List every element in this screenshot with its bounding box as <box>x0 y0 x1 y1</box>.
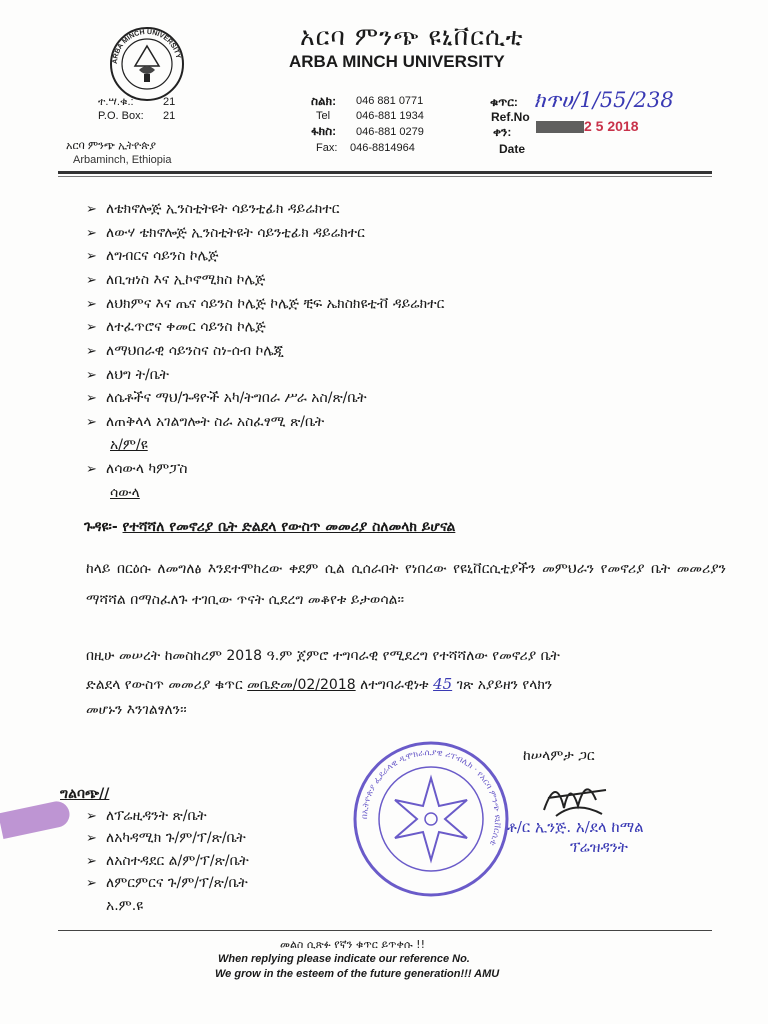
arrow-right-outline-icon: ➢ <box>86 319 97 335</box>
po-box-amharic-value: 21 <box>163 96 176 108</box>
arrow-right-outline-icon: ➢ <box>86 248 97 264</box>
arrow-right-outline-icon: ➢ <box>86 225 97 241</box>
footer-amharic: መልስ ሲጽፉ የኛን ቁጥር ይጥቀሱ !! <box>280 938 426 951</box>
stamp-ring-text: በኢትዮጵያ ፌደራላዊ ዲሞክራሲያዊ ሪፐብሊክ · የአርባ ምንጭ ዩኒቨርሲቲ <box>359 747 503 847</box>
po-box-value: 21 <box>163 110 176 122</box>
recipient-item: ➢ ለጠቅላላ አገልግሎት ስራ አስፈፃሚ ጽ/ቤት <box>86 414 325 430</box>
phone-1: 046 881 0771 <box>356 95 424 107</box>
header-divider <box>58 171 712 174</box>
highlighter-mark <box>0 799 72 839</box>
para2-text-b: ለተግባራዊነቱ <box>360 677 429 693</box>
ref-amharic-label: ቁጥር: <box>490 95 518 109</box>
seal-ring-text: ARBA MINCH UNIVERSITY <box>111 28 182 65</box>
recipient-item-sawla: ➢ ለሳውላ ካምፓስ <box>86 461 188 477</box>
paragraph-2-line-3: መሆኑን እንገልፃለን፡፡ <box>86 702 187 718</box>
recipient-item: ➢ ለውሃ ቴክኖሎጅ ኢንስቲትዩት ሳይንቲፊክ ዳይሬክተር <box>86 225 365 241</box>
arrow-right-outline-icon: ➢ <box>86 808 97 824</box>
directive-number: መቤድመ/02/2018 <box>247 677 356 693</box>
arrow-right-outline-icon: ➢ <box>86 853 97 869</box>
recipient-item: ➢ ለህክምና እና ጤና ሳይንስ ኮሌጅ ኮሌጅ ቺፍ ኤክስክዩቲቭ ዳይሬክተር <box>86 296 445 312</box>
recipient-item: ➢ ለማህበራዊ ሳይንስና ስነ-ሰብ ኮሌጂ <box>86 343 284 359</box>
closing-text: ከሠላምታ ጋር <box>523 748 595 764</box>
ref-number-handwritten: ክጥሀ/1/55/238 <box>534 88 674 112</box>
fax-amharic-label: ፋክስ: <box>311 124 337 138</box>
cc-item: ➢ ለምርምርና ጉ/ም/ፕ/ጽ/ቤት <box>86 875 248 891</box>
location-amu: አ/ም/ዩ <box>110 437 148 453</box>
recipient-item: ➢ ለህግ ት/ቤት <box>86 367 169 383</box>
header-divider-thin <box>58 176 712 177</box>
paragraph-2-line-2 <box>86 675 552 693</box>
arrow-right-outline-icon: ➢ <box>86 367 97 383</box>
signatory-title: ፕሬዝዳንት <box>570 838 628 856</box>
subject-line <box>84 519 455 535</box>
arrow-right-outline-icon: ➢ <box>86 390 97 406</box>
cc-item: ➢ ለአካዳሚክ ጉ/ም/ፕ/ጽ/ቤት <box>86 830 246 846</box>
arrow-right-outline-icon: ➢ <box>86 875 97 891</box>
fax-label: Fax: <box>316 142 338 154</box>
recipient-item: ➢ ለቴክኖሎጅ ኢንስቲትዩት ሳይንቲፊክ ዳይሬክተር <box>86 201 340 217</box>
po-box-label: P.O. Box: <box>98 110 144 122</box>
signatory-name: ቶ/ር ኢንጅ. አ/ደላ ከማል <box>507 818 644 836</box>
subject-text: የተሻሻለ የመኖሪያ ቤት ድልደላ የውስጥ መመሪያ ስለመላክ ይሆናል <box>122 519 456 535</box>
footer-divider <box>58 930 712 931</box>
page-count-handwritten: 45 <box>433 675 453 693</box>
date-amharic-label: ቀን: <box>493 125 512 139</box>
tel-label: Tel <box>316 110 331 122</box>
fax-2: 046-8814964 <box>350 142 415 154</box>
date-stamp: 2 5 2018 <box>584 118 639 134</box>
po-box-amharic-label: ተ.ሣ.ቁ.: <box>98 96 134 108</box>
cc-location: አ.ም.ዩ <box>106 898 144 914</box>
phone-2: 046-881 1934 <box>356 110 424 122</box>
signature <box>536 770 614 822</box>
date-stamp-blot <box>536 121 584 133</box>
fax-1: 046-881 0279 <box>356 126 424 138</box>
arrow-right-outline-icon: ➢ <box>86 272 97 288</box>
arrow-right-outline-icon: ➢ <box>86 461 97 477</box>
city-english: Arbaminch, Ethiopia <box>73 154 172 166</box>
ref-label: Ref.No <box>491 110 530 124</box>
footer-motto: We grow in the esteem of the future generation!!! AMU <box>215 968 500 980</box>
cc-item: ➢ ለአስተዳደር ል/ም/ፕ/ጽ/ቤት <box>86 853 249 869</box>
university-name-amharic: አርባ ምንጭ ዩኒቨርሲቲ <box>300 22 524 51</box>
arrow-right-outline-icon: ➢ <box>86 296 97 312</box>
official-stamp <box>352 740 510 898</box>
recipient-item: ➢ ለቢዝነስ እና ኢኮኖሚክስ ኮሌጅ <box>86 272 266 288</box>
para2-text-a: ድልደላ የውስጥ መመሪያ ቁጥር <box>86 677 243 693</box>
paragraph-2-line-1: በዚሁ መሠረት ከመስከረም 2018 ዓ.ም ጀምሮ ተግባራዊ የሚደረግ የተሻሻለው የመኖሪያ ቤት <box>86 648 560 664</box>
date-label: Date <box>499 142 526 156</box>
paragraph-1: ከላይ በርዕሱ ለመግለፅ እንደተሞከረው ቀደም ሲል ሲሰራበት የነበረው የዩኒቨርሲቲያችን መምህራን የመኖሪያ ቤት መመሪያን ማሻሻል በማስፈለጉ ተገቢው ጥናት ሲደረግ መቆየቱ ይታወሳል፡፡ <box>86 561 726 608</box>
cc-item: ➢ ለፕሬዚዳንት ጽ/ቤት <box>86 808 207 824</box>
cc-label: ግልባጭ// <box>60 786 110 802</box>
arrow-right-outline-icon: ➢ <box>86 343 97 359</box>
arrow-right-outline-icon: ➢ <box>86 830 97 846</box>
subject-label: ጉዳዩ፡- <box>84 519 118 535</box>
recipient-item: ➢ ለግብርና ሳይንስ ኮሌጅ <box>86 248 219 264</box>
university-seal <box>109 26 185 102</box>
arrow-right-outline-icon: ➢ <box>86 414 97 430</box>
recipient-item: ➢ ለሴቶችና ማህ/ጉዳዮች አካ/ትግበራ ሥራ አስ/ጽ/ቤት <box>86 390 367 406</box>
phone-amharic-label: ስልክ: <box>311 94 337 108</box>
recipient-item: ➢ ለተፈጥሮና ቀመር ሳይንስ ኮሌጅ <box>86 319 266 335</box>
university-name-english: ARBA MINCH UNIVERSITY <box>289 52 505 71</box>
arrow-right-outline-icon: ➢ <box>86 201 97 217</box>
footer-reference-note: When replying please indicate our reference No. <box>218 953 470 965</box>
para2-text-c: ገጽ አያይዘን የላክን <box>456 677 553 693</box>
location-sawla: ሳውላ <box>110 485 140 501</box>
city-amharic: አርባ ምንጭ ኢትዮጵያ <box>66 140 156 152</box>
